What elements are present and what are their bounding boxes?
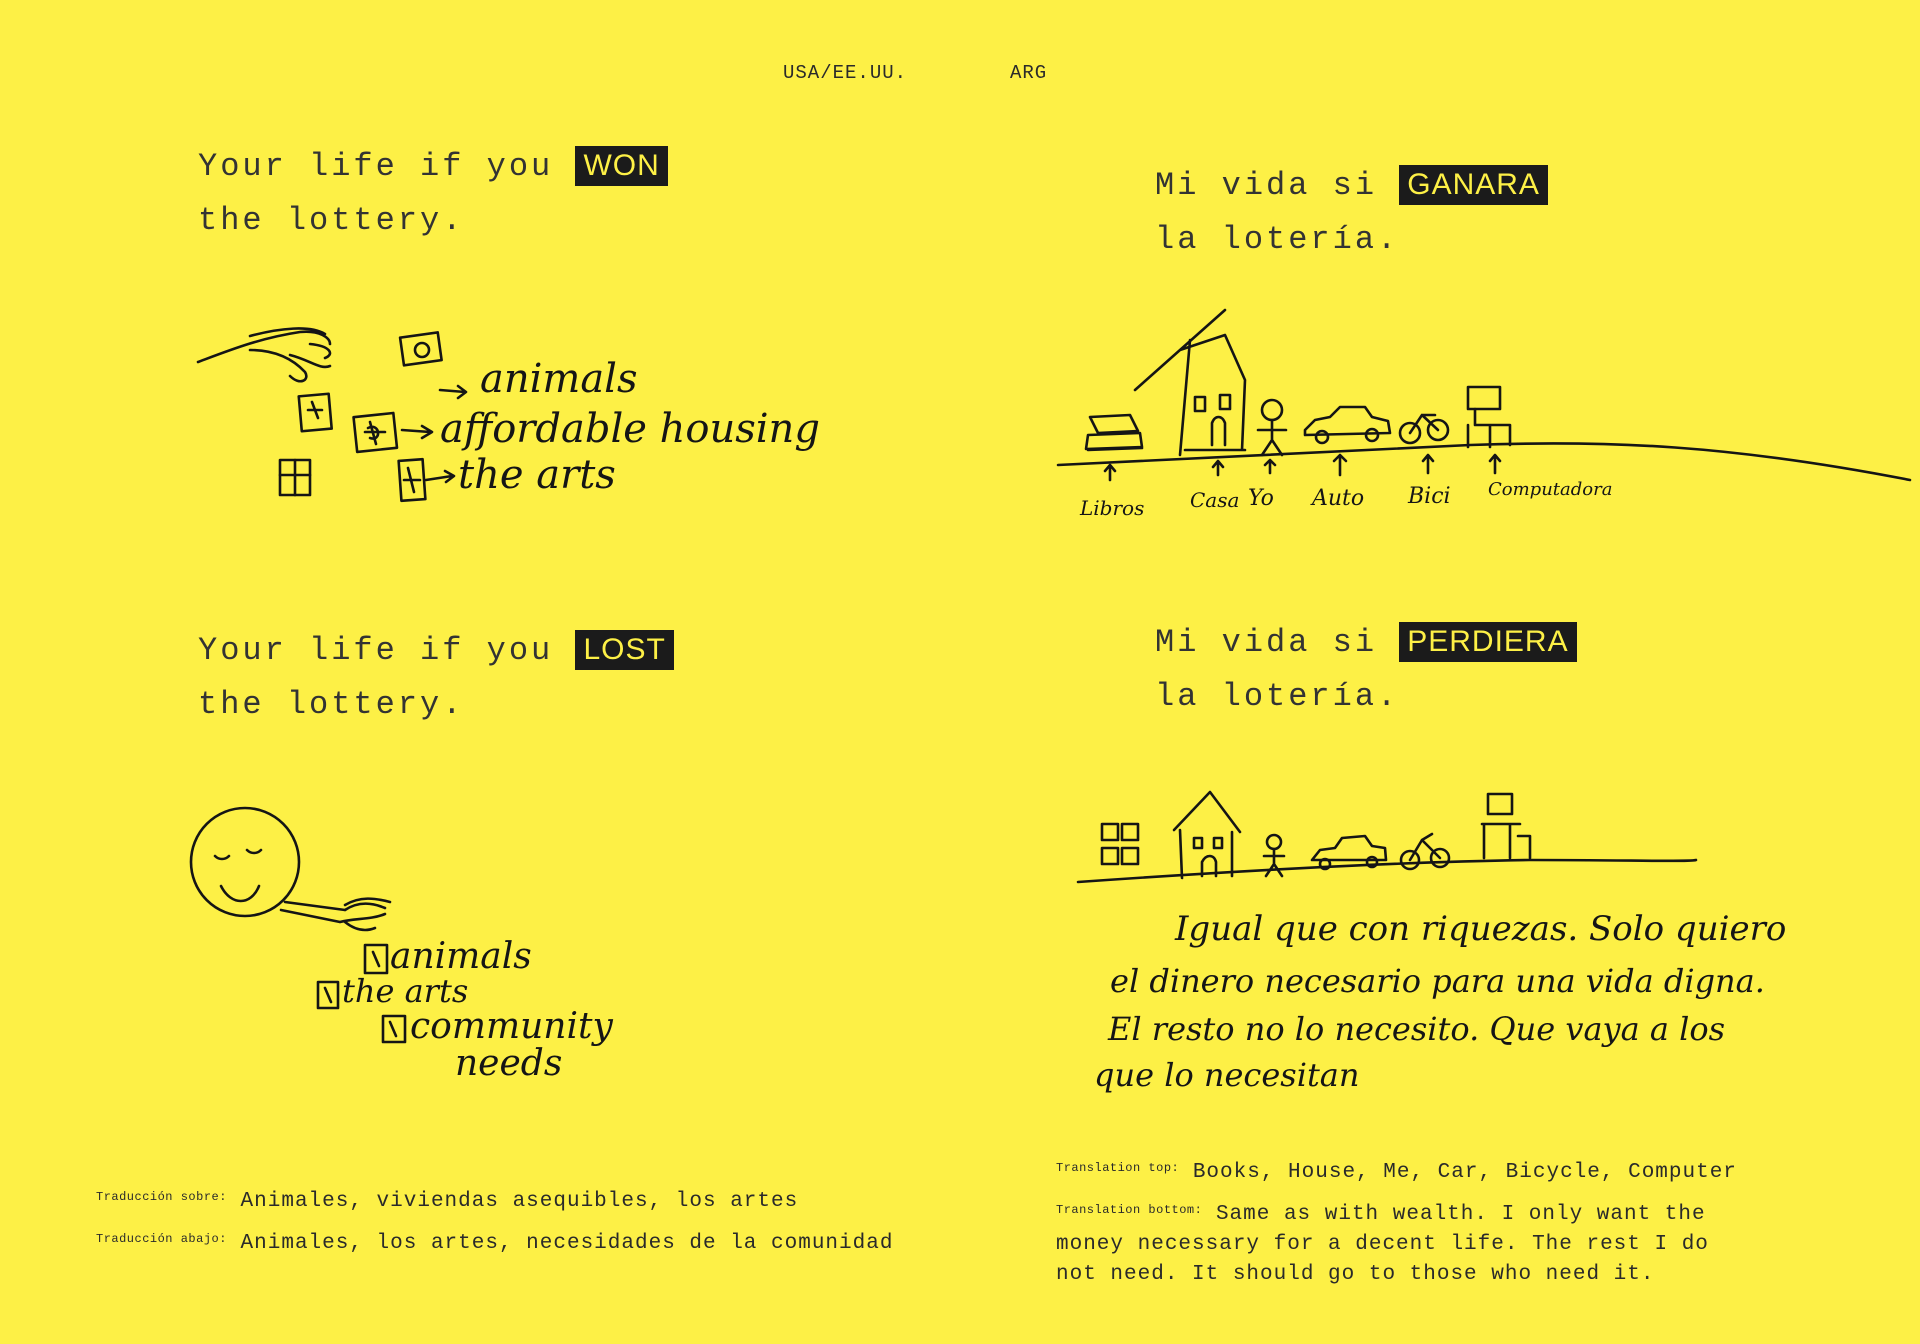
usa-won-heading	[198, 140, 668, 248]
usa-translation-bottom	[96, 1224, 893, 1259]
arg-translation-bottom-line-3: not need. It should go to those who need it.	[1056, 1263, 1655, 1286]
usa-translation-bottom-text: Animales, los artes, necesidades de la comunidad	[240, 1232, 894, 1255]
usa-lost-highlight: LOST	[575, 630, 673, 670]
bicycle-icon	[1400, 415, 1448, 443]
usa-lost-item-arts: the arts	[342, 972, 469, 1010]
usa-translation-top	[96, 1182, 798, 1217]
arg-translation-bottom-label: Translation bottom:	[1056, 1203, 1203, 1217]
arg-lost-drawing	[1070, 780, 1730, 890]
usa-translation-top-text: Animales, viviendas asequibles, los artes	[240, 1190, 799, 1213]
arg-won-heading	[1155, 159, 1548, 267]
arg-won-highlight: GANARA	[1399, 165, 1548, 205]
arg-translation-top-label: Translation top:	[1056, 1161, 1180, 1175]
computer-icon	[1468, 387, 1510, 447]
arg-won-label-libros: Libros	[1080, 496, 1145, 520]
smiley-face-icon	[191, 808, 299, 916]
usa-won-item-animals: animals	[480, 356, 638, 402]
arg-lost-handwriting-line-4: que lo necesitan	[1094, 1056, 1360, 1094]
arg-translation-bottom	[1056, 1195, 1709, 1290]
usa-translation-bottom-label: Traducción abajo:	[96, 1232, 227, 1246]
arg-lost-handwriting-line-2: el dinero necesario para una vida digna.	[1110, 962, 1765, 1000]
house-icon	[1135, 310, 1245, 455]
books-icon	[1086, 415, 1142, 450]
header-right-label: ARG	[1010, 62, 1048, 84]
arg-lost-prefix: Mi vida si	[1155, 624, 1378, 661]
person-icon	[1258, 400, 1286, 455]
arg-translation-bottom-line-1: Same as with wealth. I only want the	[1215, 1203, 1706, 1226]
usa-won-line2: the lottery.	[198, 202, 465, 239]
usa-won-drawing	[190, 310, 830, 520]
arg-translation-top-text: Books, House, Me, Car, Bicycle, Computer	[1192, 1161, 1737, 1184]
car-icon	[1305, 407, 1390, 443]
usa-lost-drawing	[185, 810, 665, 1090]
house-icon	[1174, 792, 1240, 878]
arg-won-label-yo: Yo	[1248, 486, 1274, 511]
usa-won-highlight: WON	[575, 146, 667, 186]
arg-translation-top	[1056, 1153, 1737, 1188]
arg-won-label-computadora: Computadora	[1488, 479, 1613, 500]
usa-lost-line2: the lottery.	[198, 686, 465, 723]
usa-lost-heading	[198, 624, 674, 732]
usa-won-item-arts: the arts	[458, 452, 616, 498]
computer-icon	[1482, 794, 1530, 858]
usa-won-prefix: Your life if you	[198, 148, 554, 185]
bill-icon	[400, 332, 442, 365]
arg-lost-handwriting-line-1: Igual que con riquezas. Solo quiero	[1175, 909, 1787, 949]
arg-won-label-casa: Casa	[1190, 488, 1240, 512]
usa-won-item-housing: affordable housing	[440, 406, 820, 452]
usa-lost-item-needs: needs	[455, 1043, 563, 1084]
books-icon	[1102, 824, 1138, 864]
usa-lost-prefix: Your life if you	[198, 632, 554, 669]
arg-won-label-auto: Auto	[1312, 486, 1365, 511]
header-left-label: USA/EE.UU.	[783, 62, 908, 84]
arg-won-line2: la lotería.	[1155, 221, 1400, 258]
arg-won-label-bici: Bici	[1408, 484, 1451, 509]
arg-won-prefix: Mi vida si	[1155, 167, 1378, 204]
arg-lost-handwriting	[1090, 900, 1810, 1110]
usa-lost-item-animals: animals	[390, 936, 532, 977]
arg-lost-highlight: PERDIERA	[1399, 622, 1576, 662]
arg-won-drawing	[1050, 305, 1920, 525]
arg-lost-heading	[1155, 616, 1577, 724]
arg-lost-handwriting-line-3: El resto no lo necesito. Que vaya a los	[1108, 1010, 1726, 1048]
arg-translation-bottom-line-2: money necessary for a decent life. The rest I do	[1056, 1233, 1709, 1256]
arg-lost-line2: la lotería.	[1155, 678, 1400, 715]
usa-lost-item-community: community	[410, 1006, 613, 1047]
usa-translation-top-label: Traducción sobre:	[96, 1190, 227, 1204]
